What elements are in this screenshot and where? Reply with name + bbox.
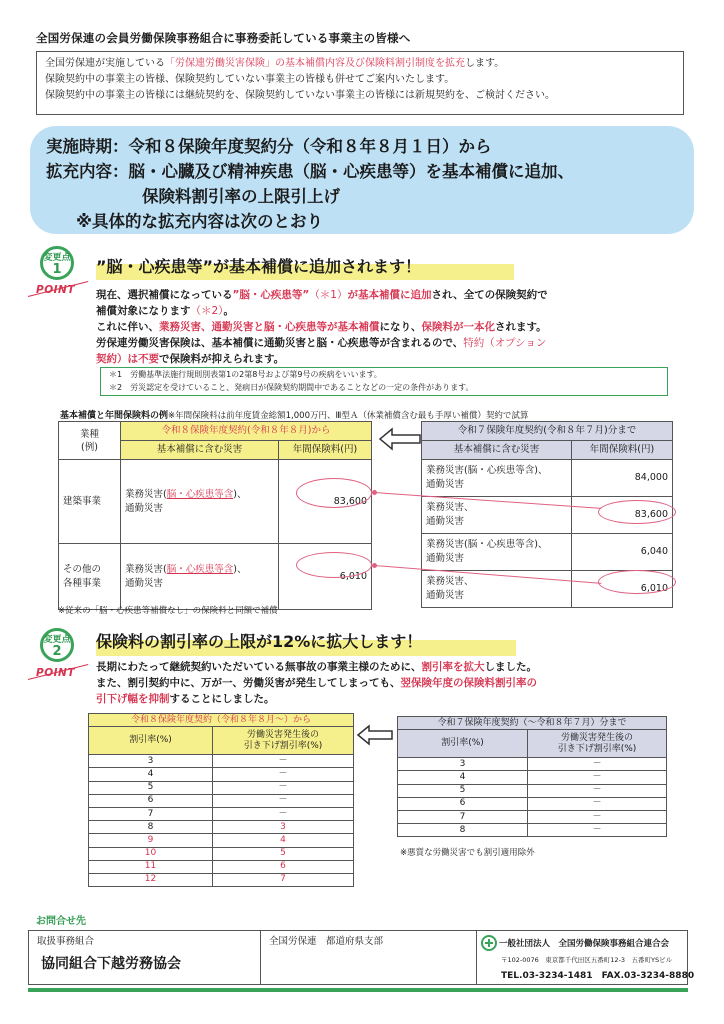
note-1: ＊1 労働基準法施行規則別表第1の2第8号および第9号の疾病をいいます。 (109, 370, 382, 379)
text: 長期にわたって継続契約いただいている無事故の事業主様のために、 (96, 661, 422, 673)
period-header: 令和７保険年度契約（～令和８年７月）分まで (398, 717, 667, 730)
rate-cell: 3 (89, 755, 213, 768)
after-cell: － (528, 824, 667, 837)
text: 通勤災害 (426, 590, 465, 601)
rate-cell: 10 (89, 847, 213, 860)
banner-line-1: 実施時期：令和８保険年度契約分（令和８年８月１日）から (46, 137, 492, 156)
after-cell: 4 (213, 834, 354, 847)
text-red: 保険料が一本化 (421, 321, 495, 333)
badge-number: 1 (52, 262, 62, 277)
badge-label: 変更点 (43, 253, 71, 263)
after-cell: － (528, 771, 667, 784)
bottom-bar (28, 988, 688, 992)
highlight-ring (296, 478, 372, 508)
fee-cell: 83,600 (572, 497, 673, 534)
contact-mid (261, 931, 477, 984)
text: 業務災害( (125, 488, 167, 500)
text-red: （＊2） (190, 305, 224, 317)
rate-cell: 7 (89, 807, 213, 820)
text: することにしました。 (169, 693, 275, 705)
intro-text: します。 (465, 58, 505, 69)
rate-cell: 4 (398, 771, 528, 784)
tel: TEL.03-3234-1481 (501, 971, 593, 981)
coverage-cell (121, 460, 279, 544)
text-red: 翌保険年度の保険料割引率の (400, 677, 537, 689)
text-red: ”脳・心疾患等” (232, 289, 310, 301)
text: 通勤災害 (125, 577, 164, 589)
change-point-badge-2 (40, 628, 74, 662)
change-point-badge-1 (40, 246, 74, 280)
section2-body (96, 659, 696, 707)
summary-banner (30, 126, 694, 234)
after-cell: 7 (213, 873, 354, 886)
text-red: 契約）は不要 (96, 353, 159, 365)
text-red: 脳・心疾患等含 (166, 563, 234, 575)
left-arrow-icon (378, 427, 422, 451)
after-cell: － (213, 794, 354, 807)
text: 通勤災害 (426, 516, 465, 527)
contact-mid-label: 全国労保連 都道府県支部 (269, 936, 384, 947)
old-rate-table (397, 716, 667, 837)
text: 引き下げ割引率(%) (243, 740, 323, 751)
coverage-cell (121, 544, 279, 610)
text: しました。 (484, 661, 537, 673)
body-line (96, 691, 696, 707)
contact-left (29, 931, 261, 984)
text: 業務災害(脳・心疾患等含)、 (426, 539, 548, 550)
text-red: 引下げ幅を抑制 (96, 693, 170, 705)
org-phone (501, 968, 694, 981)
org-name: 一般社団法人 全国労働保険事務組合連合会 (499, 939, 670, 949)
intro-line-2: 保険契約中の事業主の皆様、保険契約していない事業主の皆様も併せてご案内いたします。 (45, 74, 455, 85)
text: 労保連労働災害保険は、基本補償に通勤災害と脳・心疾患等が含まれるので、 (96, 337, 464, 349)
rate-cell: 4 (89, 768, 213, 781)
rate-cell: 3 (398, 758, 528, 771)
text: になり、 (379, 321, 422, 333)
text: 労働災害発生後の (560, 732, 633, 743)
after-cell: － (528, 797, 667, 810)
coverage-cell (422, 497, 572, 534)
body-line (96, 303, 696, 319)
banner-line-3: 保険料割引率の上限引上げ (142, 187, 340, 206)
contact-org (481, 934, 695, 984)
new-rate-table (88, 713, 354, 887)
new-fee-table (58, 421, 372, 610)
text-red: 特約（オプション (463, 337, 547, 349)
contact-left-name: 協同組合下越労務協会 (41, 956, 181, 972)
rate-cell: 6 (398, 797, 528, 810)
text: 各種事業 (63, 577, 102, 589)
text: 通勤災害 (426, 553, 465, 564)
org-address: 〒102-0076 東京都千代田区五番町12-3 五番町YSビル (501, 956, 673, 964)
after-cell: 6 (213, 860, 354, 873)
text: 業務災害( (125, 563, 167, 575)
header-industry (59, 422, 121, 460)
fee-cell: 6,040 (572, 534, 673, 571)
section1-title: ”脳・心疾患等”が基本補償に追加されます！ (96, 257, 422, 276)
intro-line-3: 保険契約中の事業主の皆様には継続契約を、保険契約していない事業主の皆様には新規契約を、ご検討ください。 (45, 90, 555, 101)
after-cell: － (213, 807, 354, 820)
text-red: が基本補償に追加 (347, 289, 432, 301)
text-red: （＊1） (309, 289, 348, 301)
body-line (96, 319, 696, 335)
rate-cell: 8 (398, 824, 528, 837)
notes-box (100, 367, 668, 396)
rate-cell: 7 (398, 810, 528, 823)
text: )、 (233, 563, 247, 575)
text: 引き下げ割引率(%) (557, 743, 637, 754)
body-line (96, 659, 696, 675)
text-red: 脳・心疾患等含 (166, 488, 234, 500)
after-cell: － (213, 755, 354, 768)
text: また、割引契約中に、万が一、労働災害が発生してしまっても、 (96, 677, 401, 689)
text: 。 (223, 305, 234, 317)
after-cell: － (213, 781, 354, 794)
header-fee: 年間保険料(円) (279, 441, 372, 460)
text: これに伴い、 (96, 321, 159, 333)
header-text: 業種 (79, 428, 99, 440)
coverage-cell (422, 460, 572, 497)
org-logo-icon (481, 935, 497, 951)
after-cell: － (528, 810, 667, 823)
header-text: (例) (81, 441, 98, 453)
after-cell: － (528, 758, 667, 771)
header-after (528, 730, 667, 758)
coverage-cell (422, 571, 572, 608)
fee-cell: 84,000 (572, 460, 673, 497)
header-after (213, 727, 354, 755)
left-arrow-icon (356, 724, 394, 746)
intro-box (36, 51, 684, 115)
highlight-ring (598, 500, 676, 524)
body-line (96, 287, 696, 303)
contact-heading: お問合せ先 (36, 916, 86, 927)
rate-cell: 9 (89, 834, 213, 847)
text: 業務災害(脳・心疾患等含)、 (426, 465, 548, 476)
text: 現在、選択補償になっている (96, 289, 233, 301)
rate-cell: 5 (398, 784, 528, 797)
banner-line-2: 拡充内容：脳・心臓及び精神疾患（脳・心疾患等）を基本補償に追加、 (46, 162, 574, 181)
section1-body (96, 287, 696, 367)
fax: FAX.03-3234-8880 (601, 971, 695, 981)
header-rate: 割引率(%) (89, 727, 213, 755)
text: 通勤災害 (125, 502, 164, 514)
rate-cell: 12 (89, 873, 213, 886)
contact-box (28, 930, 695, 985)
text: されます。 (495, 321, 547, 333)
period-header: 令和８保険年度契約（令和８年８月～）から (89, 714, 354, 727)
after-cell: － (528, 784, 667, 797)
note-2: ＊2 労災認定を受けていること、発病日が保険契約期間中であることなどの一定の条件があります。 (109, 382, 474, 392)
after-cell: － (213, 768, 354, 781)
industry-cell (59, 544, 121, 610)
rate-note: ※悪質な労働災害でも割引適用除外 (400, 848, 535, 858)
header-fee: 年間保険料(円) (572, 441, 673, 460)
body-line (96, 335, 696, 351)
point-label: POINT (36, 667, 75, 679)
after-cell: 5 (213, 847, 354, 860)
text: され、全ての保険契約で (431, 289, 548, 301)
point-label: POINT (36, 284, 75, 296)
rate-cell: 6 (89, 794, 213, 807)
after-cell: 3 (213, 821, 354, 834)
caption-sub: ※年間保険料は前年度賃金総額1,000万円、Ⅲ型Ａ（休業補償含む最も手厚い補償）契約で試算 (168, 411, 529, 421)
period-header: 令和８保険年度契約(令和８年８月)から (121, 422, 372, 441)
contact-left-label: 取扱事務組合 (37, 936, 95, 947)
fee-caption (60, 408, 528, 421)
text: 労働災害発生後の (246, 729, 319, 740)
body-line (96, 675, 696, 691)
period-header: 令和７保険年度契約(令和８年７月)分まで (422, 422, 673, 441)
coverage-cell (422, 534, 572, 571)
fee-cell: 6,010 (572, 571, 673, 608)
page-title: 全国労保連の会員労働保険事務組合に事務委託している事業主の皆様へ (36, 31, 411, 45)
industry-cell: 建築事業 (59, 460, 121, 544)
text-red: 割引率を拡大 (421, 661, 485, 673)
body-line (96, 351, 696, 367)
badge-number: 2 (52, 644, 62, 659)
rate-cell: 11 (89, 860, 213, 873)
text: 業務災害、 (426, 576, 474, 587)
text: 業務災害、 (426, 502, 474, 513)
section2-title: 保険料の割引率の上限が12%に拡大します！ (96, 632, 423, 651)
highlight-ring (598, 570, 676, 594)
banner-line-4: ※具体的な拡充内容は次のとおり (76, 212, 324, 231)
text: その他の (63, 563, 102, 575)
intro-text: 全国労保連が実施している (45, 58, 165, 69)
header-coverage: 基本補償に含む災害 (121, 441, 279, 460)
highlight-ring (296, 552, 372, 578)
rate-cell: 8 (89, 821, 213, 834)
text: )、 (233, 488, 247, 500)
badge-label: 変更点 (43, 635, 71, 645)
rate-cell: 5 (89, 781, 213, 794)
caption-main: 基本補償と年間保険料の例 (60, 411, 169, 421)
text: で保険料が抑えられます。 (159, 353, 285, 365)
fee-cell: 6,010 (279, 544, 372, 610)
intro-line-1 (45, 56, 675, 72)
fee-footnote: ※従来の「脳・心疾患等補償なし」の保険料と同額で補償 (58, 606, 278, 616)
text: 補償対象になります (96, 305, 191, 317)
header-coverage: 基本補償に含む災害 (422, 441, 572, 460)
fee-cell: 83,600 (279, 460, 372, 544)
text-red: 業務災害、通勤災害と脳・心疾患等が基本補償 (159, 321, 380, 333)
intro-highlight: 「労保連労働災害保険」の基本補償内容及び保険料割引制度を拡充 (165, 58, 465, 69)
header-rate: 割引率(%) (398, 730, 528, 758)
text: 通勤災害 (426, 479, 465, 490)
